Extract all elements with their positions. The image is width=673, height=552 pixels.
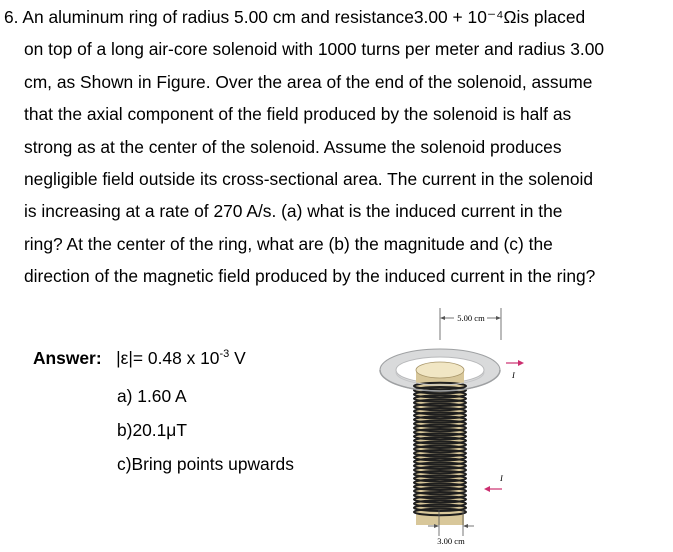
problem-line: strong as at the center of the solenoid. Assume the solenoid produces [24, 136, 562, 157]
solenoid-top [416, 362, 464, 378]
ring-current-label: I [512, 370, 515, 380]
problem-line: cm, as Shown in Figure. Over the area of the end of the solenoid, assume [24, 71, 593, 92]
problem-text [4, 1, 668, 293]
solenoid-figure [360, 300, 540, 550]
answer-a: a) 1.60 A [117, 386, 187, 406]
emf-exponent: -3 [219, 348, 230, 361]
problem-line: 6. An aluminum ring of radius 5.00 cm and resistance3.00 + 10⁻⁴Ωis placed [4, 7, 586, 27]
ring-dim-label: 5.00 cm [457, 313, 485, 323]
problem-line: that the axial component of the field produced by the solenoid is half as [24, 104, 572, 125]
answer-label: Answer: [33, 348, 102, 368]
solenoid-dim-label: 3.00 cm [437, 536, 465, 546]
ring-current-arrowhead [518, 360, 524, 366]
ring-dim-arrow-left [440, 316, 445, 320]
answer-items [117, 379, 377, 481]
problem-line: on top of a long air-core solenoid with 1000 turns per meter and radius 3.00 [24, 39, 605, 60]
solenoid-current-arrowhead [484, 486, 490, 492]
emf-value [106, 348, 245, 368]
emf-unit: V [229, 348, 246, 368]
answer-c: c)Bring points upwards [117, 454, 294, 474]
problem-line: negligible field outside its cross-sectional area. The current in the solenoid [24, 169, 594, 190]
problem-line: ring? At the center of the ring, what are (b) the magnitude and (c) the [24, 233, 553, 254]
problem-line: is increasing at a rate of 270 A/s. (a) what is the induced current in the [24, 201, 563, 222]
answer-block [33, 348, 294, 474]
answer-b: b)20.1μT [117, 420, 187, 440]
emf-prefix: |ε|= 0.48 x 10 [116, 348, 220, 368]
problem-line: direction of the magnetic field produced by the induced current in the ring? [24, 266, 596, 287]
solenoid-current-label: I [500, 473, 503, 483]
ring-dim-arrow-right [496, 316, 501, 320]
